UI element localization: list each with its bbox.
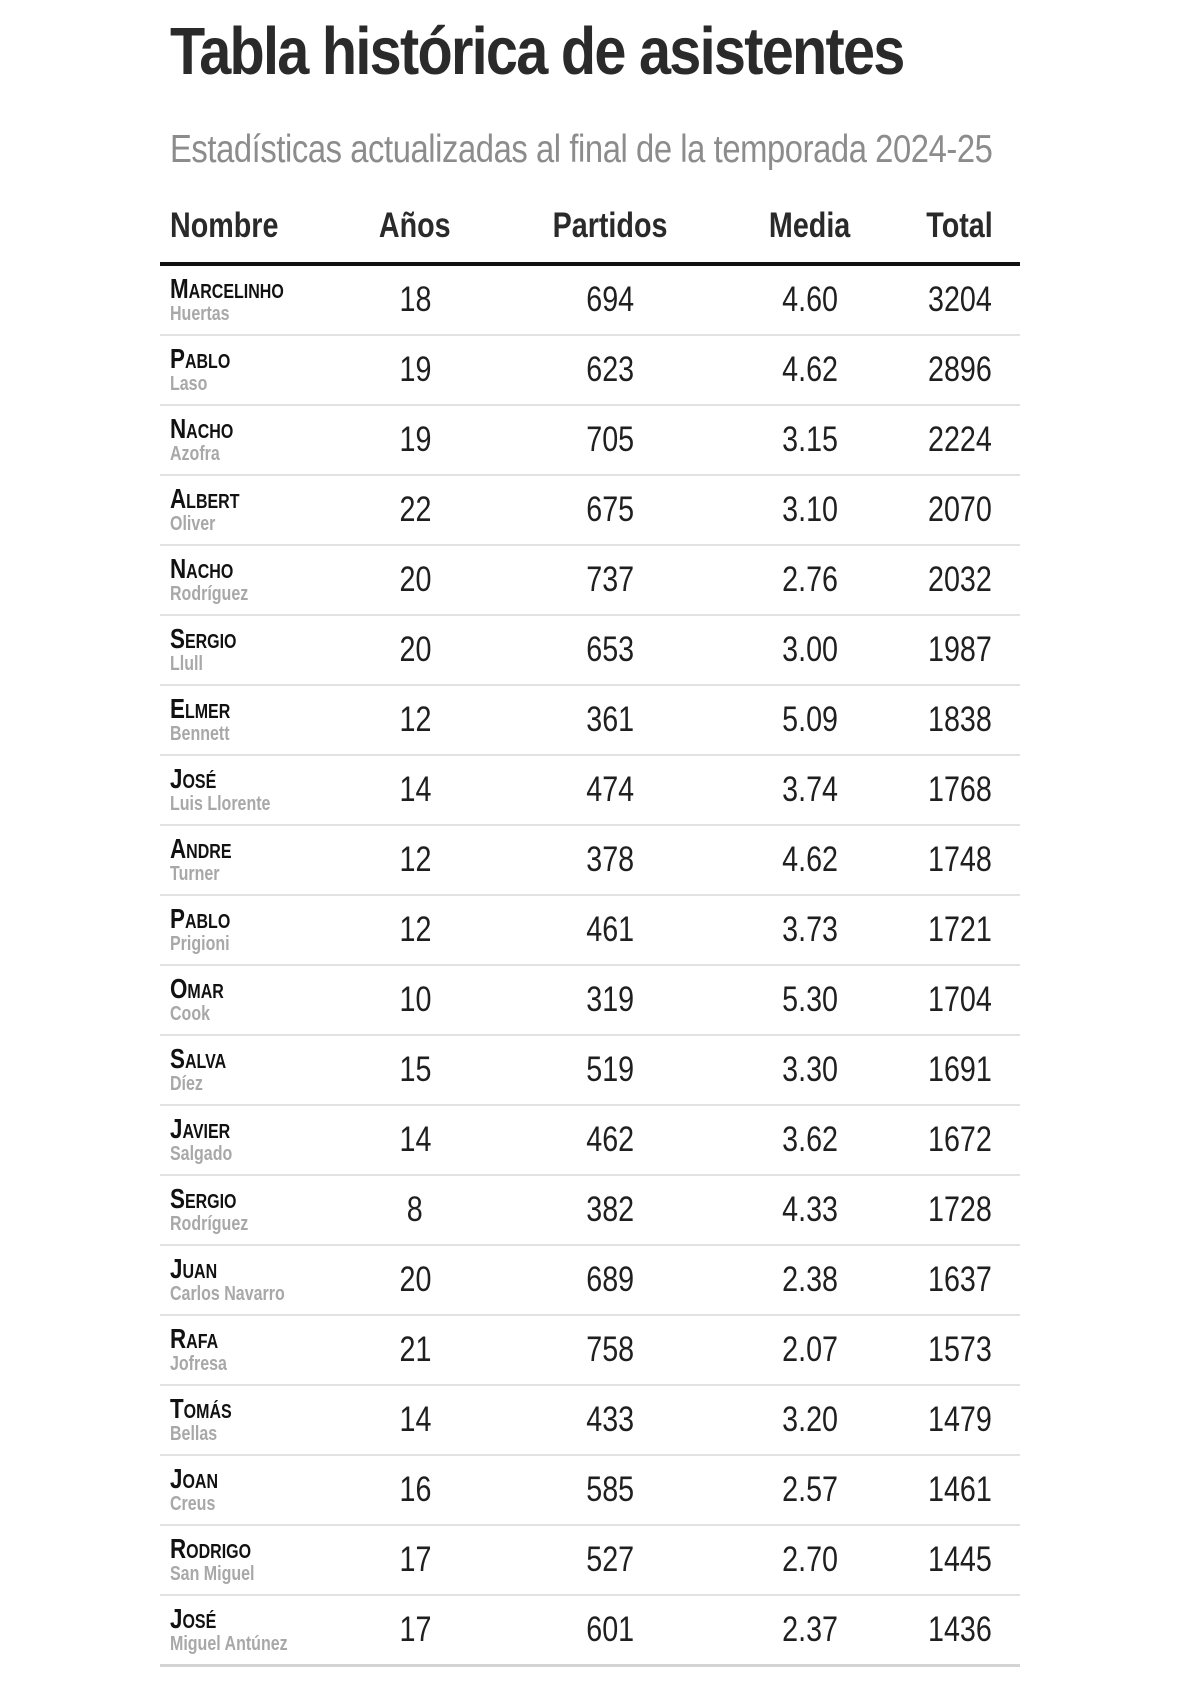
cell-total: 1637 [928, 1260, 992, 1299]
cell-media: 2.37 [782, 1610, 838, 1649]
player-first-name: Elmer [170, 693, 231, 724]
player-first-name: Sergio [170, 623, 237, 654]
player-last-name: Creus [170, 1493, 216, 1515]
cell-total: 2224 [928, 420, 992, 459]
player-last-name: Bennett [170, 723, 230, 745]
column-header-nombre[interactable]: Nombre [170, 206, 279, 245]
table-row [160, 1036, 1020, 1106]
cell-media: 5.09 [782, 700, 838, 739]
cell-total: 1461 [928, 1470, 992, 1509]
player-first-name: Rafa [170, 1323, 219, 1354]
player-last-name: Bellas [170, 1423, 218, 1445]
cell-anos: 14 [399, 1120, 431, 1159]
cell-total: 1768 [928, 770, 992, 809]
table-row [160, 1316, 1020, 1386]
cell-media: 3.74 [782, 770, 838, 809]
table-row [160, 336, 1020, 406]
cell-total: 1838 [928, 700, 992, 739]
cell-media: 2.70 [782, 1540, 838, 1579]
cell-anos: 10 [399, 980, 431, 1019]
player-last-name: Luis Llorente [170, 793, 271, 815]
table-row [160, 756, 1020, 826]
player-last-name: Prigioni [170, 933, 230, 955]
player-last-name: Huertas [170, 303, 230, 325]
cell-anos: 18 [399, 280, 431, 319]
cell-partidos: 361 [586, 700, 634, 739]
player-first-name: Salva [170, 1043, 227, 1074]
player-first-name: Rodrigo [170, 1533, 252, 1564]
assists-table [160, 190, 1020, 1667]
player-first-name: José [170, 1603, 217, 1634]
cell-anos: 12 [399, 700, 431, 739]
table-row [160, 616, 1020, 686]
cell-media: 4.60 [782, 280, 838, 319]
page-subtitle: Estadísticas actualizadas al final de la temporada 2024-25 [170, 128, 993, 171]
cell-total: 1479 [928, 1400, 992, 1439]
player-last-name: Azofra [170, 443, 220, 465]
cell-total: 2070 [928, 490, 992, 529]
cell-anos: 14 [399, 770, 431, 809]
cell-partidos: 675 [586, 490, 634, 529]
table-row [160, 896, 1020, 966]
column-header-total[interactable]: Total [926, 206, 994, 245]
player-last-name: Turner [170, 863, 220, 885]
cell-partidos: 382 [586, 1190, 634, 1229]
player-first-name: José [170, 763, 217, 794]
cell-partidos: 623 [586, 350, 634, 389]
player-first-name: Sergio [170, 1183, 237, 1214]
table-row [160, 686, 1020, 756]
table-body [160, 266, 1020, 1667]
player-last-name: Salgado [170, 1143, 233, 1165]
table-row [160, 1526, 1020, 1596]
cell-partidos: 519 [586, 1050, 634, 1089]
cell-total: 1672 [928, 1120, 992, 1159]
cell-media: 3.73 [782, 910, 838, 949]
cell-total: 1721 [928, 910, 992, 949]
cell-anos: 19 [399, 420, 431, 459]
cell-media: 2.57 [782, 1470, 838, 1509]
cell-partidos: 694 [586, 280, 634, 319]
player-first-name: Pablo [170, 343, 231, 374]
table-row [160, 1386, 1020, 1456]
player-first-name: Albert [170, 483, 240, 514]
cell-anos: 12 [399, 910, 431, 949]
cell-partidos: 653 [586, 630, 634, 669]
cell-media: 3.00 [782, 630, 838, 669]
cell-anos: 14 [399, 1400, 431, 1439]
cell-anos: 21 [399, 1330, 431, 1369]
player-last-name: Jofresa [170, 1353, 227, 1375]
cell-anos: 15 [399, 1050, 431, 1089]
table-row [160, 1176, 1020, 1246]
cell-total: 1748 [928, 840, 992, 879]
cell-partidos: 689 [586, 1260, 634, 1299]
cell-anos: 22 [399, 490, 431, 529]
cell-anos: 20 [399, 1260, 431, 1299]
player-first-name: Juan [170, 1253, 218, 1284]
table-header [160, 190, 1020, 266]
cell-media: 3.15 [782, 420, 838, 459]
cell-total: 2896 [928, 350, 992, 389]
cell-media: 2.76 [782, 560, 838, 599]
cell-total: 1691 [928, 1050, 992, 1089]
player-last-name: Laso [170, 373, 208, 395]
column-header-media[interactable]: Media [769, 206, 851, 245]
cell-anos: 8 [407, 1190, 423, 1229]
cell-total: 1573 [928, 1330, 992, 1369]
table-row [160, 546, 1020, 616]
player-last-name: San Miguel [170, 1563, 255, 1585]
cell-total: 1987 [928, 630, 992, 669]
cell-partidos: 705 [586, 420, 634, 459]
cell-partidos: 527 [586, 1540, 634, 1579]
player-first-name: Javier [170, 1113, 231, 1144]
cell-partidos: 585 [586, 1470, 634, 1509]
cell-partidos: 319 [586, 980, 634, 1019]
player-last-name: Llull [170, 653, 203, 675]
table-row [160, 826, 1020, 896]
player-last-name: Carlos Navarro [170, 1283, 285, 1305]
player-first-name: Nacho [170, 413, 234, 444]
cell-media: 3.10 [782, 490, 838, 529]
cell-media: 2.07 [782, 1330, 838, 1369]
player-last-name: Rodríguez [170, 583, 249, 605]
cell-total: 3204 [928, 280, 992, 319]
table-row [160, 406, 1020, 476]
cell-partidos: 737 [586, 560, 634, 599]
cell-partidos: 433 [586, 1400, 634, 1439]
cell-anos: 17 [399, 1540, 431, 1579]
cell-partidos: 461 [586, 910, 634, 949]
cell-media: 4.62 [782, 840, 838, 879]
cell-anos: 17 [399, 1610, 431, 1649]
player-first-name: Pablo [170, 903, 231, 934]
cell-partidos: 601 [586, 1610, 634, 1649]
player-first-name: Omar [170, 973, 224, 1004]
player-last-name: Díez [170, 1073, 203, 1095]
cell-media: 4.62 [782, 350, 838, 389]
cell-media: 4.33 [782, 1190, 838, 1229]
cell-media: 3.30 [782, 1050, 838, 1089]
table-row [160, 1596, 1020, 1667]
player-last-name: Cook [170, 1003, 210, 1025]
cell-anos: 12 [399, 840, 431, 879]
cell-anos: 19 [399, 350, 431, 389]
cell-total: 1445 [928, 1540, 992, 1579]
player-first-name: Joan [170, 1463, 219, 1494]
cell-total: 1728 [928, 1190, 992, 1229]
cell-media: 2.38 [782, 1260, 838, 1299]
cell-partidos: 378 [586, 840, 634, 879]
column-header-anos[interactable]: Años [379, 206, 451, 245]
player-first-name: Tomás [170, 1393, 232, 1424]
player-first-name: Andre [170, 833, 232, 864]
cell-total: 2032 [928, 560, 992, 599]
cell-partidos: 462 [586, 1120, 634, 1159]
table-row [160, 266, 1020, 336]
cell-anos: 20 [399, 560, 431, 599]
player-last-name: Miguel Antúnez [170, 1633, 288, 1655]
table-row [160, 966, 1020, 1036]
cell-total: 1704 [928, 980, 992, 1019]
page-title: Tabla histórica de asistentes [170, 14, 904, 89]
cell-media: 3.20 [782, 1400, 838, 1439]
table-row [160, 1106, 1020, 1176]
player-last-name: Rodríguez [170, 1213, 249, 1235]
player-last-name: Oliver [170, 513, 216, 535]
cell-anos: 16 [399, 1470, 431, 1509]
cell-partidos: 758 [586, 1330, 634, 1369]
player-first-name: Marcelinho [170, 273, 284, 304]
cell-anos: 20 [399, 630, 431, 669]
cell-media: 5.30 [782, 980, 838, 1019]
cell-total: 1436 [928, 1610, 992, 1649]
column-header-partidos[interactable]: Partidos [552, 206, 668, 245]
cell-partidos: 474 [586, 770, 634, 809]
table-row [160, 1246, 1020, 1316]
table-row [160, 476, 1020, 546]
cell-media: 3.62 [782, 1120, 838, 1159]
table-row [160, 1456, 1020, 1526]
player-first-name: Nacho [170, 553, 234, 584]
